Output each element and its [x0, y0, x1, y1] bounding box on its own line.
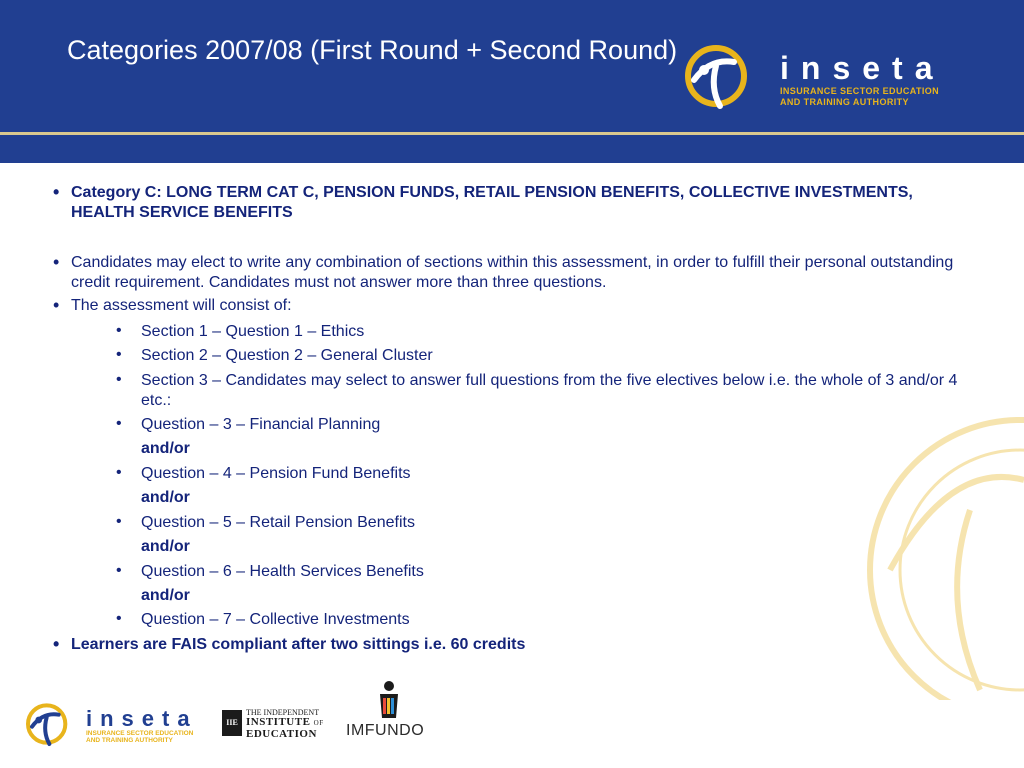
andor-4: and/or — [141, 587, 190, 604]
iie-logo — [222, 708, 332, 742]
iie-line4: EDUCATION — [246, 728, 317, 740]
imfundo-emblem-icon — [374, 680, 404, 720]
sub-bullet-section1: • Section 1 – Question 1 – Ethics — [141, 322, 991, 342]
inseta-wordmark: inseta — [780, 50, 945, 86]
footer-inseta-wordmark: inseta — [86, 706, 198, 731]
footer-inseta-sub1: INSURANCE SECTOR EDUCATION — [86, 730, 194, 737]
andor-2: and/or — [141, 489, 190, 506]
sub-bullet-q6: • Question – 6 – Health Services Benefits — [141, 562, 991, 582]
sub-bullet-q5: • Question – 5 – Retail Pension Benefits — [141, 513, 991, 533]
page-title: Categories 2007/08 (First Round + Second Round) — [67, 35, 678, 65]
sub-bullet-q4: • Question – 4 – Pension Fund Benefits — [141, 464, 991, 484]
sub-bullet-section2: • Section 2 – Question 2 – General Cluster — [141, 346, 991, 366]
iie-mark: IIE — [222, 710, 242, 736]
iie-line1: THE INDEPENDENT — [246, 708, 320, 717]
inseta-subtitle-line2: AND TRAINING AUTHORITY — [780, 97, 909, 107]
footer-inseta-subtitle — [86, 730, 193, 744]
bullet-learners: • Learners are FAIS compliant after two sittings i.e. 60 credits — [71, 635, 971, 655]
footer-logos — [20, 680, 460, 750]
sub-bullet-q3: • Question – 3 – Financial Planning — [141, 415, 991, 435]
footer-inseta-sub2: AND TRAINING AUTHORITY — [86, 737, 173, 744]
imfundo-wordmark: IMFUNDO — [346, 722, 425, 739]
bullet-assessment: • The assessment will consist of: — [71, 296, 971, 316]
iie-text — [246, 708, 324, 740]
bullet-category: • Category C: LONG TERM CAT C, PENSION FUNDS, RETAIL PENSION BENEFITS, COLLECTIVE INVESTMENTS, HEALTH SERVICE BENEFITS — [71, 183, 971, 223]
footer-inseta-emblem-icon — [20, 698, 76, 750]
iie-line2: INSTITUTE OF — [246, 716, 324, 728]
andor-1: and/or — [141, 440, 190, 457]
sub-bullet-q7: • Question – 7 – Collective Investments — [141, 610, 991, 630]
andor-3: and/or — [141, 538, 190, 555]
imfundo-logo — [346, 680, 436, 746]
sub-bullet-section3: • Section 3 – Candidates may select to answer full questions from the five electives below i.e. the whole of 3 and/or 4 etc.: — [141, 371, 991, 411]
bullet-candidates: • Candidates may elect to write any combination of sections within this assessment, in order to fulfill their personal outstanding credit requirement. Candidates must not answer more than three questions. — [71, 253, 971, 293]
inseta-subtitle-line1: INSURANCE SECTOR EDUCATION — [780, 86, 940, 96]
